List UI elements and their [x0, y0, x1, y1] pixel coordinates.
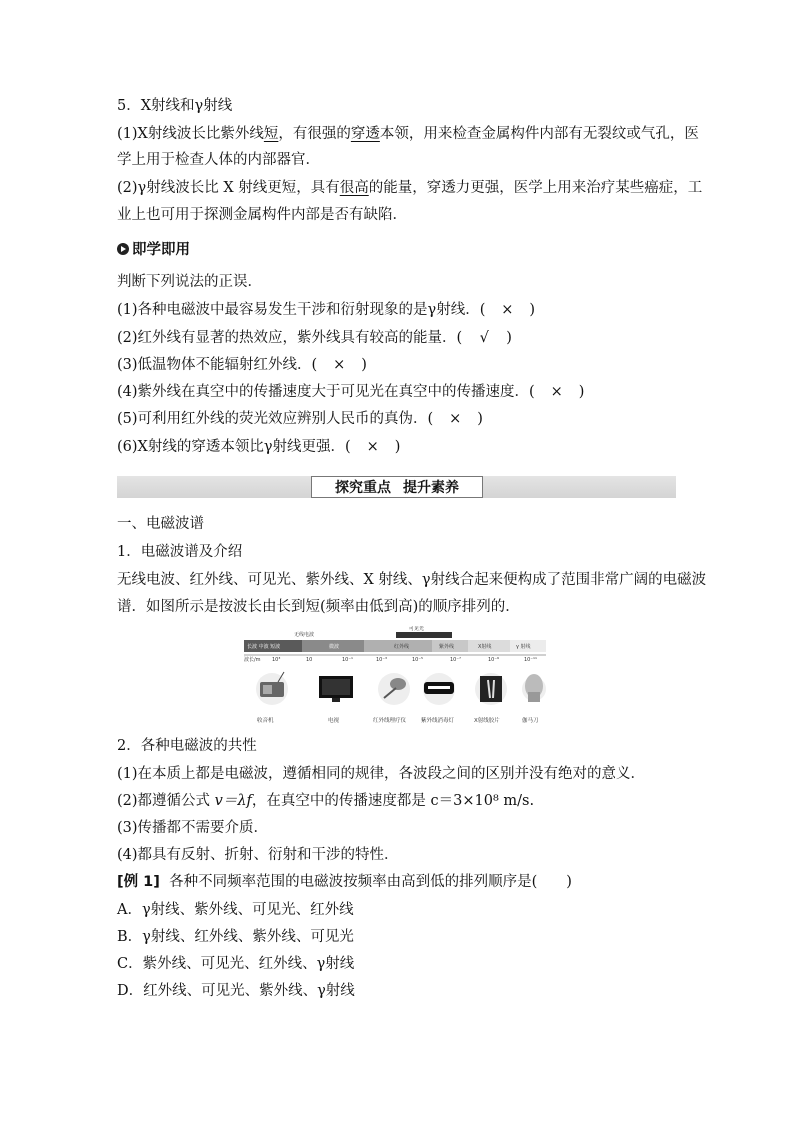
practice-intro: 判断下列说法的正误．: [117, 274, 262, 290]
banner-left: 探究重点: [335, 480, 391, 496]
band-label: X射线: [478, 644, 492, 650]
xray-film-icon: [475, 673, 507, 705]
tick-label: 10⁻¹: [342, 657, 354, 663]
infrared-lamp-icon: [378, 673, 410, 705]
text: (1)X射线波长比紫外线: [117, 126, 264, 142]
option-a: A．γ射线、紫外线、可见光、红外线: [117, 902, 354, 918]
visible-label: 可见光: [409, 626, 425, 632]
section-banner: [311, 476, 483, 498]
tick-label: 10⁻⁵: [412, 657, 424, 663]
practice-title: [117, 240, 190, 260]
commonality-3: (3)传播都不需要介质．: [117, 820, 269, 836]
paragraph-2: [117, 178, 702, 198]
option-c: C．紫外线、可见光、红外线、γ射线: [117, 956, 355, 972]
underlined-term: 短: [263, 126, 279, 142]
figure-caption: 伽马刀: [522, 718, 539, 724]
paren: ): [394, 439, 401, 455]
text: ，有很强的: [278, 126, 351, 142]
band-label: 紫外线: [439, 644, 455, 650]
part1-intro-cont: 谱．如图所示是按波长由长到短(频率由低到高)的顺序排列的．: [117, 599, 520, 615]
figure-caption: 电视: [328, 718, 340, 724]
commonality-4: (4)都具有反射、折射、衍射和干涉的特性．: [117, 847, 399, 863]
tick-label: 10⁻³: [376, 657, 388, 663]
part1-heading: 一、电磁波谱: [117, 516, 204, 532]
practice-item: [117, 382, 584, 402]
answer-mark: √: [479, 330, 489, 346]
answer-mark: ×: [366, 439, 379, 455]
tick-label: 10⁻⁹: [488, 657, 500, 663]
spectrum-figure: [244, 626, 546, 726]
text: 的能量，穿透力更强，医学上用来治疗某些癌症，工: [368, 180, 703, 196]
answer-mark: ×: [449, 411, 462, 427]
banner-right: 提升素养: [403, 480, 459, 496]
formula-speed: c＝3×10⁸ m/s.: [430, 793, 535, 809]
figure-caption: 红外线理疗仪: [373, 718, 407, 724]
paren: ): [529, 302, 536, 318]
figure-caption: 收音机: [257, 718, 274, 724]
practice-item: [117, 328, 512, 348]
radio-icon: [256, 672, 288, 705]
section-heading: 5．X射线和γ射线: [117, 98, 233, 114]
paragraph-1: [117, 124, 699, 144]
part1-intro: 无线电波、红外线、可见光、紫外线、X 射线、γ射线合起来便构成了范围非常广阔的电磁波: [117, 572, 707, 588]
answer-mark: ×: [501, 302, 514, 318]
tick-label: 10³: [272, 657, 281, 663]
band-label: 微波: [329, 644, 340, 650]
underlined-term: 很高: [339, 180, 369, 196]
option-b: B．γ射线、红外线、紫外线、可见光: [117, 929, 354, 945]
figure-caption: X射线胶片: [474, 718, 500, 724]
commonality-2: [117, 791, 534, 811]
item-text: (1)各种电磁波中最容易发生干涉和衍射现象的是γ射线．(: [117, 302, 486, 318]
answer-mark: ×: [333, 357, 346, 373]
text: (2)γ射线波长比 X 射线更短，具有: [117, 180, 340, 196]
paragraph-1-cont: 学上用于检查人体的内部器官．: [117, 152, 320, 168]
item-text: (4)紫外线在真空中的传播速度大于可见光在真空中的传播速度．(: [117, 384, 535, 400]
tick-label: 10: [306, 657, 313, 663]
item-text: (2)红外线有显著的热效应，紫外线具有较高的能量．(: [117, 330, 463, 346]
part2-subheading: 2．各种电磁波的共性: [117, 738, 257, 754]
visible-band-bar: [396, 632, 452, 638]
question-text: 各种不同频率范围的电磁波按频率由高到低的排列顺序是( ): [169, 874, 572, 890]
formula: v＝λf: [214, 793, 252, 809]
text: ，在真空中的传播速度都是: [251, 793, 431, 809]
tick-label: 10⁻⁷: [450, 657, 462, 663]
item-text: (5)可利用红外线的荧光效应辨别人民币的真伪．(: [117, 411, 434, 427]
paren: ): [361, 357, 367, 373]
paragraph-2-cont: 业上也可用于探测金属构件内部是否有缺陷．: [117, 207, 407, 223]
paren: ): [506, 330, 512, 346]
paren: ): [578, 384, 585, 400]
example-tag: [例 1]: [117, 874, 160, 890]
band-label: 红外线: [394, 644, 410, 650]
axis-label: 波长/m: [244, 657, 261, 663]
item-text: (3)低温物体不能辐射红外线．(: [117, 357, 318, 373]
underlined-term: 穿透: [350, 126, 380, 142]
play-circle-icon: [117, 243, 129, 255]
practice-item: [117, 437, 400, 457]
tv-icon: [319, 676, 353, 702]
example-question: [117, 872, 572, 892]
part1-subheading: 1．电磁波谱及介绍: [117, 544, 243, 560]
option-d: D．红外线、可见光、紫外线、γ射线: [117, 983, 355, 999]
gamma-knife-icon: [522, 674, 546, 702]
practice-item: [117, 409, 483, 429]
uv-lamp-icon: [423, 673, 455, 705]
answer-mark: ×: [550, 384, 563, 400]
band-label: 长波 中波 短波: [247, 644, 281, 650]
tick-label: 10⁻¹¹: [524, 657, 538, 663]
commonality-1: (1)在本质上都是电磁波，遵循相同的规律，各波段之间的区别并没有绝对的意义．: [117, 766, 646, 782]
radio-label: 无线电波: [294, 632, 315, 638]
band-label: γ 射线: [516, 644, 531, 650]
practice-item: [117, 355, 367, 375]
item-text: (6)X射线的穿透本领比γ射线更强．(: [117, 439, 351, 455]
practice-title-text: 即学即用: [132, 242, 190, 258]
practice-item: [117, 300, 535, 320]
figure-caption: 紫外线消毒灯: [421, 718, 455, 724]
text: (2)都遵循公式: [117, 793, 215, 809]
text: 本领，用来检查金属构件内部有无裂纹或气孔，医: [379, 126, 699, 142]
paren: ): [477, 411, 483, 427]
